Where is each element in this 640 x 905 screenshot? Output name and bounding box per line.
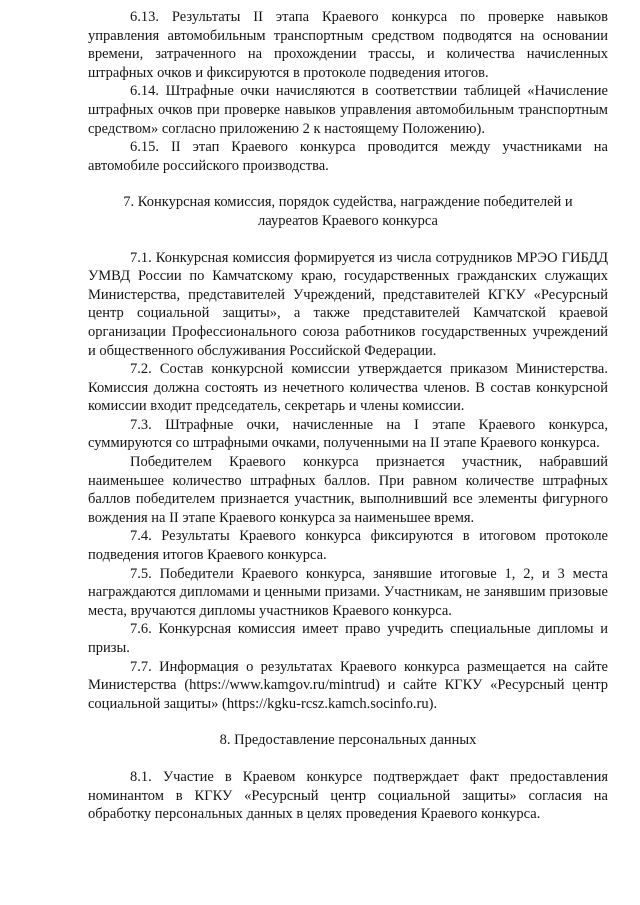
paragraph-7-1: 7.1. Конкурсная комиссия формируется из числа сотрудников МРЭО ГИБДД УМВД России по Камчатскому краю, государственных гражданских служащих Министерства, представителей Учреждений, представителей КГКУ «Ресурсный центр социальной защиты», а также представителей Камчатской краевой организации Профессионального союза работников государственных учреждений и общественного обслуживания Российской Федерации. xyxy=(88,249,608,359)
section-7-heading xyxy=(88,193,608,230)
section-7-heading-line2: лауреатов Краевого конкурса xyxy=(258,212,438,229)
paragraph-7-2: 7.2. Состав конкурсной комиссии утверждается приказом Министерства. Комиссия должна состоять из нечетного количества членов. В состав конкурсной комиссии входит председатель, секретарь и члены комиссии. xyxy=(88,361,608,415)
section-7-heading-line1: 7. Конкурсная комиссия, порядок судейства, награждение победителей и xyxy=(123,194,573,211)
paragraph-7-3-winner: Победителем Краевого конкурса признается участник, набравший наименьшее количество штрафных баллов. При равном количестве штрафных баллов победителем признается участник, выполнивший все элементы фигурного вождения на II этапе Краевого конкурса за наименьшее время. xyxy=(88,454,608,526)
paragraph-6-14: 6.14. Штрафные очки начисляются в соответствии таблицей «Начисление штрафных очков при проверке навыков управления автомобильным транспортным средством» согласно приложению 2 к настоящему Положению). xyxy=(88,83,608,137)
paragraph-7-7: 7.7. Информация о результатах Краевого конкурса размещается на сайте Министерства (https://www.kamgov.ru/mintrud) и сайте КГКУ «Ресурсный центр социальной защиты» (https://kgku-rcsz.kamch.socinfo.ru). xyxy=(88,658,608,712)
document-page xyxy=(88,8,608,824)
paragraph-7-6: 7.6. Конкурсная комиссия имеет право учредить специальные дипломы и призы. xyxy=(88,621,608,656)
paragraph-7-4: 7.4. Результаты Краевого конкурса фиксируются в итоговом протоколе подведения итогов Краевого конкурса. xyxy=(88,528,608,564)
paragraph-6-13: 6.13. Результаты II этапа Краевого конкурса по проверке навыков управления автомобильным транспортным средством подводятся на основании времени, затраченного на прохождении трассы, и количества начисленных штрафных очков и фиксируются в протоколе подведения итогов. xyxy=(88,9,608,81)
paragraph-7-3: 7.3. Штрафные очки, начисленные на I этапе Краевого конкурса, суммируются со штрафными очками, полученными на II этапе Краевого конкурса. xyxy=(88,416,608,452)
paragraph-8-1: 8.1. Участие в Краевом конкурсе подтверждает факт предоставления номинантом в КГКУ «Ресурсный центр социальной защиты» согласия на обработку персональных данных в целях проведения Краевого конкурса. xyxy=(88,768,608,823)
paragraph-6-15: 6.15. II этап Краевого конкурса проводится между участниками на автомобиле российского производства. xyxy=(88,139,608,174)
section-8-heading: 8. Предоставление персональных данных xyxy=(219,732,477,749)
paragraph-7-5: 7.5. Победители Краевого конкурса, занявшие итоговые 1, 2, и 3 места награждаются дипломами и ценными призами. Участникам, не занявшим призовые места, вручаются дипломы участников Краевого конкурса. xyxy=(88,565,608,619)
